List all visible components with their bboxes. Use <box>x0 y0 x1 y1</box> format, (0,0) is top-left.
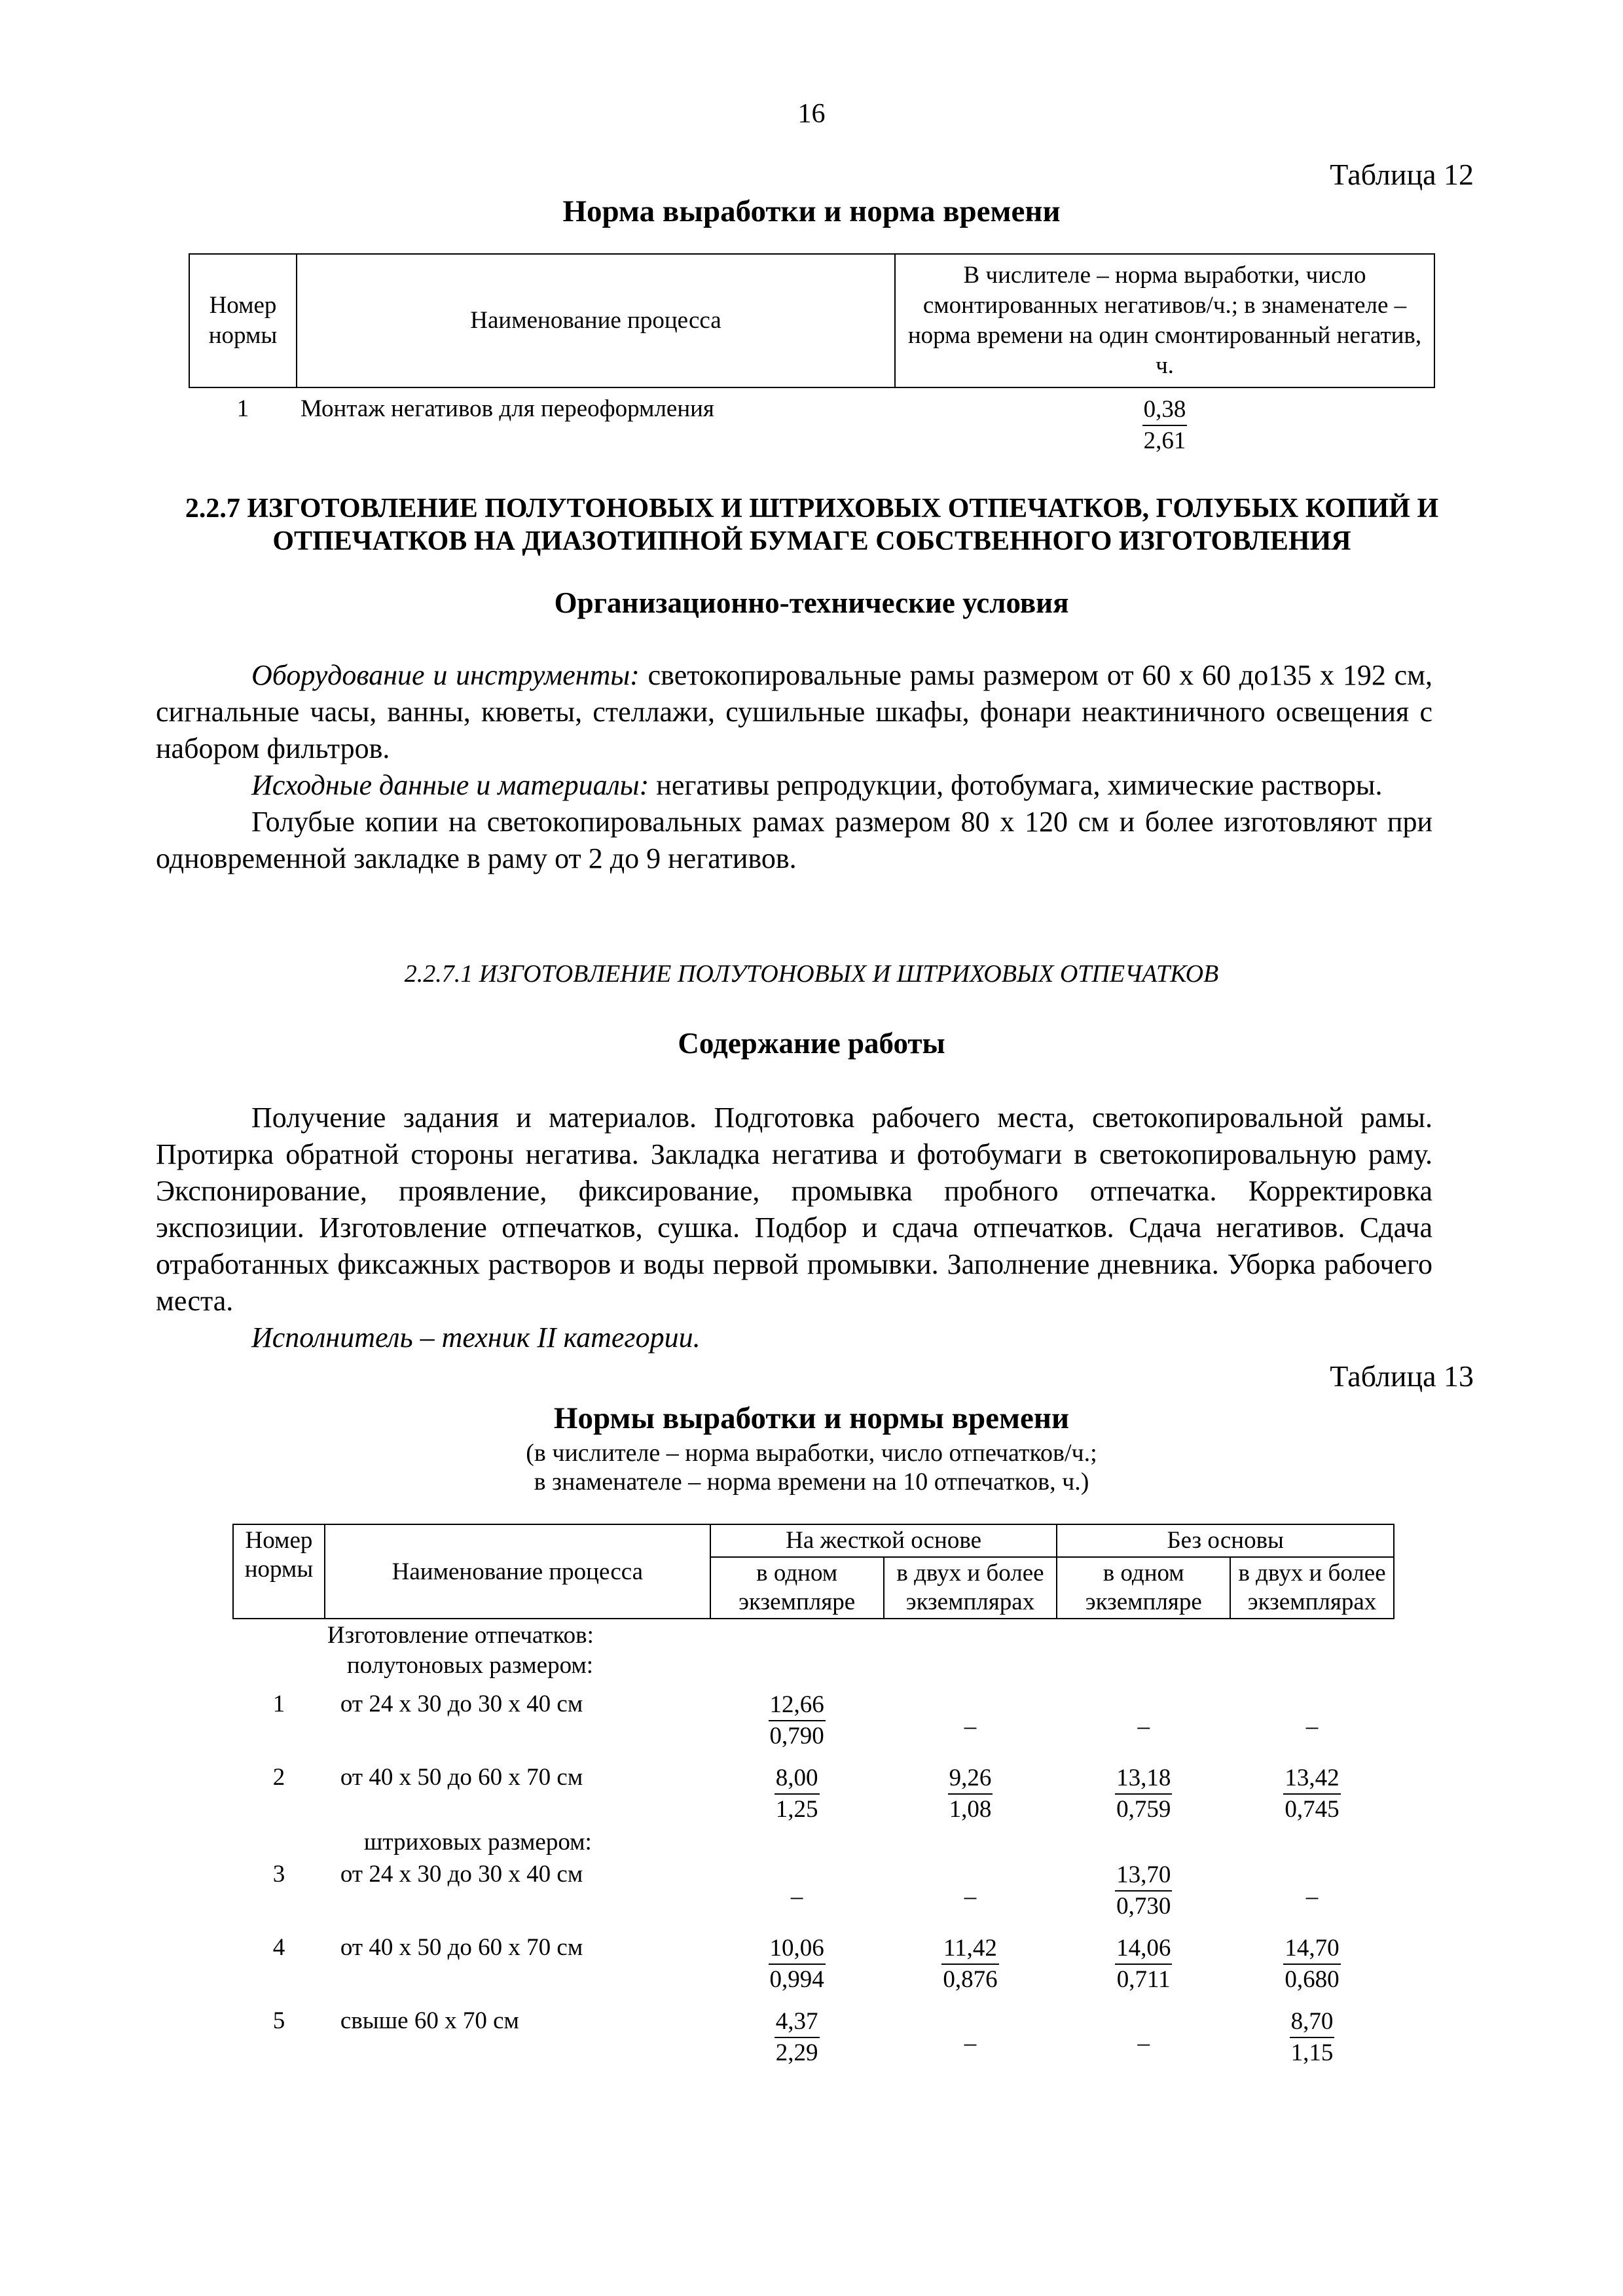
cell-value <box>710 1932 884 2005</box>
materials-paragraph <box>156 767 1432 804</box>
row-number: 5 <box>272 2007 285 2034</box>
value-numerator: 13,42 <box>1283 1763 1340 1795</box>
group-line-label: штриховых размером: <box>363 1829 592 1856</box>
cell-value <box>1057 1859 1230 1932</box>
group-halftone-label: полутоновых размером: <box>346 1652 594 1679</box>
value-numerator: 11,42 <box>941 1933 998 1965</box>
page-number: 16 <box>797 99 826 129</box>
cell-value <box>884 1932 1057 2005</box>
table13-head-hard-two: в двух и более экземплярах <box>884 1557 1057 1619</box>
dash: – <box>964 2030 977 2056</box>
table13-group-header <box>325 1619 710 1689</box>
performer-paragraph <box>156 1319 1432 1356</box>
table12-head-process: Наименование процесса <box>297 254 895 387</box>
value-numerator: 4,37 <box>775 2007 820 2038</box>
value-numerator: 13,70 <box>1115 1860 1172 1892</box>
work-paragraph: Получение задания и материалов. Подготовка рабочего места, светокопировальной рамы. Протирка обратной стороны негатива. Закладка негатива и фотобумаги в светокопировальную раму. Экспонирование, проявление, фиксирование, промывка пробного отпечатка. Корректировка экспозиции. Изготовление отпечатков, сушка. Подбор и сдача отпечатков. Сдача негативов. Сдача отработанных фиксажных растворов и воды первой промывки. Заполнение дневника. Уборка рабочего места. <box>156 1102 1432 1317</box>
table13-subtitle <box>0 1439 1623 1496</box>
dash: – <box>1305 1713 1319 1740</box>
materials-text: негативы репродукции, фотобумага, химические растворы. <box>649 769 1383 801</box>
row-name: от 40 х 50 до 60 х 70 см <box>340 1764 583 1791</box>
value-denominator: 0,759 <box>1116 1796 1171 1823</box>
cell-value <box>1230 1932 1394 2005</box>
equipment-label: Оборудование и инструменты: <box>251 659 640 691</box>
cell-value <box>710 1689 884 1762</box>
dash: – <box>1305 1883 1319 1910</box>
value-numerator: 8,70 <box>1290 2007 1335 2038</box>
work-text <box>156 1100 1432 1356</box>
dash: – <box>1137 2030 1150 2056</box>
table13-title: Нормы выработки и нормы времени <box>553 1401 1070 1435</box>
dash: – <box>790 1883 803 1910</box>
table12-head-number: Номер нормы <box>189 254 297 387</box>
value-numerator: 13,18 <box>1115 1763 1172 1795</box>
table13-caption: Таблица 13 <box>1330 1359 1474 1393</box>
equipment-text: светокопировальные рамы размером от 60 х 60 до135 х 192 см, сигнальные часы, ванны, кюветы, стеллажи, сушильные шкафы, фонари неактиничного освещения с набором фильтров. <box>156 659 1432 764</box>
table-row <box>233 1859 1394 1932</box>
table13-subtitle-line1: (в числителе – норма выработки, число отпечатков/ч.; <box>526 1439 1097 1467</box>
value-numerator: 9,26 <box>948 1763 993 1795</box>
conditions-heading: Организационно-технические условия <box>554 586 1069 619</box>
value-denominator: 2,61 <box>1143 427 1186 454</box>
row-number: 3 <box>272 1861 285 1888</box>
cell-value <box>884 1689 1057 1762</box>
cell-value <box>1057 1762 1230 1826</box>
cell-value <box>710 2005 884 2070</box>
value-denominator: 0,994 <box>769 1966 824 1993</box>
value-numerator: 12,66 <box>769 1690 826 1721</box>
cell-value <box>1230 1762 1394 1826</box>
table12-row-number: 1 <box>236 395 249 422</box>
dash: – <box>964 1713 977 1740</box>
table13-head-number: Номер нормы <box>233 1524 325 1619</box>
value-denominator: 0,730 <box>1116 1893 1171 1920</box>
table-row <box>233 2005 1394 2070</box>
value-numerator: 10,06 <box>769 1933 826 1965</box>
value-denominator: 0,790 <box>769 1723 824 1749</box>
value-denominator: 0,745 <box>1285 1796 1340 1823</box>
row-number: 2 <box>272 1764 285 1791</box>
subsection-heading: 2.2.7.1 ИЗГОТОВЛЕНИЕ ПОЛУТОНОВЫХ И ШТРИХОВЫХ ОТПЕЧАТКОВ <box>404 960 1219 988</box>
cell-value <box>1230 2005 1394 2070</box>
row-name: свыше 60 х 70 см <box>340 2007 519 2034</box>
value-denominator: 0,680 <box>1285 1966 1340 1993</box>
table-row <box>233 1932 1394 2005</box>
row-name: от 40 х 50 до 60 х 70 см <box>340 1934 583 1961</box>
table12-row-value <box>895 387 1434 457</box>
value-numerator: 14,06 <box>1115 1933 1172 1965</box>
materials-label: Исходные данные и материалы: <box>251 769 649 801</box>
section-heading: 2.2.7 ИЗГОТОВЛЕНИЕ ПОЛУТОНОВЫХ И ШТРИХОВЫХ ОТПЕЧАТКОВ, ГОЛУБЫХ КОПИЙ И ОТПЕЧАТКОВ НА ДИАЗОТИПНОЙ БУМАГЕ СОБСТВЕННОГО ИЗГОТОВЛЕНИЯ <box>185 493 1439 556</box>
table13-head-process: Наименование процесса <box>325 1524 710 1619</box>
table13-head-none-two: в двух и более экземплярах <box>1230 1557 1394 1619</box>
table-row <box>233 1762 1394 1826</box>
table-row <box>233 1689 1394 1762</box>
cell-value <box>710 1859 884 1932</box>
cell-value <box>1230 1689 1394 1762</box>
table12-caption: Таблица 12 <box>1330 158 1474 191</box>
table13-head-hard-one: в одном экземпляре <box>710 1557 884 1619</box>
table12-title: Норма выработки и норма времени <box>562 194 1061 228</box>
row-number: 4 <box>272 1934 285 1961</box>
group-main-label: Изготовление отпечатков: <box>327 1622 594 1649</box>
equipment-paragraph <box>156 657 1432 767</box>
row-name: от 24 х 30 до 30 х 40 см <box>340 1691 583 1717</box>
cell-value <box>884 2005 1057 2070</box>
row-name: от 24 х 30 до 30 х 40 см <box>340 1861 583 1888</box>
value-numerator: 8,00 <box>775 1763 820 1795</box>
conditions-text <box>156 657 1432 877</box>
cell-value <box>1057 2005 1230 2070</box>
value-denominator: 1,08 <box>949 1796 992 1823</box>
performer-text: Исполнитель – техник II категории. <box>251 1321 701 1354</box>
table13-subtitle-line2: в знаменателе – норма времени на 10 отпечатков, ч.) <box>534 1468 1089 1496</box>
table12-row-name: Монтаж негативов для переоформления <box>301 395 714 422</box>
value-denominator: 2,29 <box>775 2039 818 2066</box>
value-denominator: 1,15 <box>1290 2039 1334 2066</box>
value-numerator: 0,38 <box>1142 395 1188 426</box>
table12-head-norm: В числителе – норма выработки, число смонтированных негативов/ч.; в знаменателе – норма времени на один смонтированный негатив, ч. <box>895 254 1434 387</box>
dash: – <box>1137 1713 1150 1740</box>
row-number: 1 <box>272 1691 285 1717</box>
cell-value <box>884 1762 1057 1826</box>
cell-value <box>884 1859 1057 1932</box>
cell-value <box>710 1762 884 1826</box>
table12 <box>189 253 1435 457</box>
copies-paragraph: Голубые копии на светокопировальных рамах размером 80 х 120 см и более изготовляют при одновременной закладке в раму от 2 до 9 негативов. <box>156 806 1432 874</box>
cell-value <box>1057 1689 1230 1762</box>
value-denominator: 0,711 <box>1116 1966 1171 1993</box>
table13-head-hard: На жесткой основе <box>710 1524 1057 1557</box>
table13-head-none: Без основы <box>1057 1524 1394 1557</box>
dash: – <box>964 1883 977 1910</box>
table-row <box>189 387 1434 457</box>
value-numerator: 14,70 <box>1283 1933 1340 1965</box>
table13-head-none-one: в одном экземпляре <box>1057 1557 1230 1619</box>
value-denominator: 1,25 <box>775 1796 818 1823</box>
cell-value <box>1057 1932 1230 2005</box>
work-heading: Содержание работы <box>678 1027 945 1060</box>
table13 <box>232 1524 1395 2070</box>
cell-value <box>1230 1859 1394 1932</box>
value-denominator: 0,876 <box>943 1966 998 1993</box>
